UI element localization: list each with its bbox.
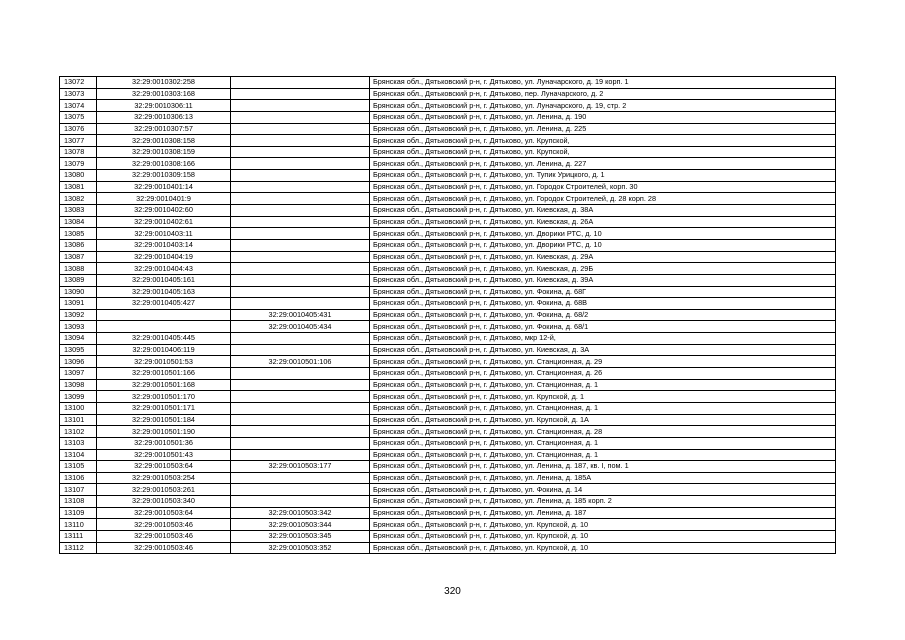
table-row <box>60 158 836 170</box>
building-cadastral-number-cell <box>231 239 370 251</box>
building-cadastral-number-cell <box>231 135 370 147</box>
row-number-cell: 13086 <box>60 239 97 251</box>
building-cadastral-number-cell <box>231 344 370 356</box>
building-cadastral-number-cell <box>231 100 370 112</box>
land-cadastral-number-cell <box>97 321 231 333</box>
address-cell: Брянская обл., Дятьковский р-н, г. Дятьково, ул. Ленина, д. 187 <box>370 507 836 519</box>
land-cadastral-number-cell: 32:29:0010404:43 <box>97 263 231 275</box>
row-number-cell: 13106 <box>60 472 97 484</box>
table-row <box>60 391 836 403</box>
land-cadastral-number-cell: 32:29:0010503:46 <box>97 519 231 531</box>
table-row <box>60 309 836 321</box>
row-number-cell: 13083 <box>60 205 97 217</box>
building-cadastral-number-cell: 32:29:0010503:342 <box>231 507 370 519</box>
table-row <box>60 426 836 438</box>
address-cell: Брянская обл., Дятьковский р-н, г. Дятьково, ул. Ленина, д. 227 <box>370 158 836 170</box>
building-cadastral-number-cell: 32:29:0010503:177 <box>231 461 370 473</box>
row-number-cell: 13084 <box>60 216 97 228</box>
building-cadastral-number-cell: 32:29:0010405:431 <box>231 309 370 321</box>
land-cadastral-number-cell: 32:29:0010501:168 <box>97 379 231 391</box>
address-cell: Брянская обл., Дятьковский р-н, г. Дятьково, ул. Станционная, д. 28 <box>370 426 836 438</box>
row-number-cell: 13107 <box>60 484 97 496</box>
table-row <box>60 321 836 333</box>
table-row <box>60 205 836 217</box>
table-row <box>60 379 836 391</box>
row-number-cell: 13108 <box>60 496 97 508</box>
table-row <box>60 181 836 193</box>
land-cadastral-number-cell: 32:29:0010501:190 <box>97 426 231 438</box>
address-cell: Брянская обл., Дятьковский р-н, г. Дятьково, ул. Крупской, д. 1А <box>370 414 836 426</box>
building-cadastral-number-cell <box>231 274 370 286</box>
building-cadastral-number-cell <box>231 391 370 403</box>
address-cell: Брянская обл., Дятьковский р-н, г. Дятьково, ул. Фокина, д. 68В <box>370 298 836 310</box>
land-cadastral-number-cell: 32:29:0010503:64 <box>97 461 231 473</box>
table-row <box>60 344 836 356</box>
row-number-cell: 13073 <box>60 88 97 100</box>
land-cadastral-number-cell: 32:29:0010308:166 <box>97 158 231 170</box>
land-cadastral-number-cell: 32:29:0010503:340 <box>97 496 231 508</box>
row-number-cell: 13098 <box>60 379 97 391</box>
row-number-cell: 13089 <box>60 274 97 286</box>
land-cadastral-number-cell <box>97 309 231 321</box>
building-cadastral-number-cell <box>231 123 370 135</box>
building-cadastral-number-cell <box>231 426 370 438</box>
row-number-cell: 13085 <box>60 228 97 240</box>
address-cell: Брянская обл., Дятьковский р-н, г. Дятьково, ул. Киевская, д. 29А <box>370 251 836 263</box>
land-cadastral-number-cell: 32:29:0010501:166 <box>97 368 231 380</box>
address-cell: Брянская обл., Дятьковский р-н, г. Дятьково, ул. Фокина, д. 68/1 <box>370 321 836 333</box>
building-cadastral-number-cell <box>231 484 370 496</box>
address-cell: Брянская обл., Дятьковский р-н, г. Дятьково, ул. Ленина, д. 187, кв. I, пом. 1 <box>370 461 836 473</box>
row-number-cell: 13102 <box>60 426 97 438</box>
address-cell: Брянская обл., Дятьковский р-н, г. Дятьково, ул. Станционная, д. 29 <box>370 356 836 368</box>
address-cell: Брянская обл., Дятьковский р-н, г. Дятьково, ул. Дворики РТС, д. 10 <box>370 239 836 251</box>
land-cadastral-number-cell: 32:29:0010306:11 <box>97 100 231 112</box>
row-number-cell: 13104 <box>60 449 97 461</box>
building-cadastral-number-cell <box>231 111 370 123</box>
building-cadastral-number-cell: 32:29:0010405:434 <box>231 321 370 333</box>
row-number-cell: 13077 <box>60 135 97 147</box>
table-row <box>60 135 836 147</box>
row-number-cell: 13080 <box>60 170 97 182</box>
address-cell: Брянская обл., Дятьковский р-н, г. Дятьково, ул. Фокина, д. 14 <box>370 484 836 496</box>
building-cadastral-number-cell <box>231 414 370 426</box>
table-row <box>60 507 836 519</box>
building-cadastral-number-cell <box>231 193 370 205</box>
table-row <box>60 461 836 473</box>
row-number-cell: 13087 <box>60 251 97 263</box>
row-number-cell: 13112 <box>60 542 97 554</box>
address-cell: Брянская обл., Дятьковский р-н, г. Дятьково, ул. Фокина, д. 68/2 <box>370 309 836 321</box>
address-cell: Брянская обл., Дятьковский р-н, г. Дятьково, ул. Станционная, д. 1 <box>370 437 836 449</box>
address-cell: Брянская обл., Дятьковский р-н, г. Дятьково, ул. Киевская, д. 29Б <box>370 263 836 275</box>
table-row <box>60 530 836 542</box>
land-cadastral-number-cell: 32:29:0010503:64 <box>97 507 231 519</box>
page-number: 320 <box>444 586 461 597</box>
land-cadastral-number-cell: 32:29:0010402:61 <box>97 216 231 228</box>
address-cell: Брянская обл., Дятьковский р-н, г. Дятьково, ул. Ленина, д. 190 <box>370 111 836 123</box>
row-number-cell: 13091 <box>60 298 97 310</box>
table-row <box>60 146 836 158</box>
building-cadastral-number-cell <box>231 251 370 263</box>
land-cadastral-number-cell: 32:29:0010302:258 <box>97 77 231 89</box>
table-row <box>60 263 836 275</box>
address-cell: Брянская обл., Дятьковский р-н, г. Дятьково, ул. Станционная, д. 26 <box>370 368 836 380</box>
land-cadastral-number-cell: 32:29:0010405:161 <box>97 274 231 286</box>
address-cell: Брянская обл., Дятьковский р-н, г. Дятьково, ул. Ленина, д. 185 корп. 2 <box>370 496 836 508</box>
address-cell: Брянская обл., Дятьковский р-н, г. Дятьково, ул. Крупской, <box>370 135 836 147</box>
address-cell: Брянская обл., Дятьковский р-н, г. Дятьково, ул. Киевская, д. 38А <box>370 205 836 217</box>
table-row <box>60 368 836 380</box>
building-cadastral-number-cell: 32:29:0010503:344 <box>231 519 370 531</box>
building-cadastral-number-cell <box>231 158 370 170</box>
row-number-cell: 13110 <box>60 519 97 531</box>
table-row <box>60 298 836 310</box>
land-cadastral-number-cell: 32:29:0010309:158 <box>97 170 231 182</box>
table-row <box>60 437 836 449</box>
table-row <box>60 333 836 345</box>
land-cadastral-number-cell: 32:29:0010404:19 <box>97 251 231 263</box>
address-cell: Брянская обл., Дятьковский р-н, г. Дятьково, ул. Дворики РТС, д. 10 <box>370 228 836 240</box>
row-number-cell: 13111 <box>60 530 97 542</box>
address-cell: Брянская обл., Дятьковский р-н, г. Дятьково, ул. Станционная, д. 1 <box>370 402 836 414</box>
table-row <box>60 496 836 508</box>
row-number-cell: 13094 <box>60 333 97 345</box>
building-cadastral-number-cell <box>231 437 370 449</box>
row-number-cell: 13081 <box>60 181 97 193</box>
address-cell: Брянская обл., Дятьковский р-н, г. Дятьково, ул. Крупской, д. 1 <box>370 391 836 403</box>
land-cadastral-number-cell: 32:29:0010501:53 <box>97 356 231 368</box>
land-cadastral-number-cell: 32:29:0010405:427 <box>97 298 231 310</box>
row-number-cell: 13105 <box>60 461 97 473</box>
table-row <box>60 111 836 123</box>
land-cadastral-number-cell: 32:29:0010303:168 <box>97 88 231 100</box>
table-row <box>60 88 836 100</box>
table-row <box>60 402 836 414</box>
table-row <box>60 216 836 228</box>
address-cell: Брянская обл., Дятьковский р-н, г. Дятьково, ул. Киевская, д. 26А <box>370 216 836 228</box>
land-cadastral-number-cell: 32:29:0010503:46 <box>97 530 231 542</box>
row-number-cell: 13090 <box>60 286 97 298</box>
building-cadastral-number-cell <box>231 77 370 89</box>
land-cadastral-number-cell: 32:29:0010403:11 <box>97 228 231 240</box>
cadastral-table-body <box>60 77 836 554</box>
land-cadastral-number-cell: 32:29:0010406:119 <box>97 344 231 356</box>
building-cadastral-number-cell <box>231 333 370 345</box>
table-row <box>60 484 836 496</box>
row-number-cell: 13097 <box>60 368 97 380</box>
building-cadastral-number-cell <box>231 402 370 414</box>
table-row <box>60 449 836 461</box>
row-number-cell: 13093 <box>60 321 97 333</box>
address-cell: Брянская обл., Дятьковский р-н, г. Дятьково, ул. Станционная, д. 1 <box>370 379 836 391</box>
table-row <box>60 286 836 298</box>
land-cadastral-number-cell: 32:29:0010503:254 <box>97 472 231 484</box>
land-cadastral-number-cell: 32:29:0010405:163 <box>97 286 231 298</box>
table-row <box>60 414 836 426</box>
building-cadastral-number-cell <box>231 228 370 240</box>
row-number-cell: 13074 <box>60 100 97 112</box>
address-cell: Брянская обл., Дятьковский р-н, г. Дятьково, ул. Фокина, д. 68Г <box>370 286 836 298</box>
building-cadastral-number-cell <box>231 286 370 298</box>
land-cadastral-number-cell: 32:29:0010308:159 <box>97 146 231 158</box>
table-row <box>60 542 836 554</box>
address-cell: Брянская обл., Дятьковский р-н, г. Дятьково, ул. Луначарского, д. 19 корп. 1 <box>370 77 836 89</box>
table-row <box>60 170 836 182</box>
land-cadastral-number-cell: 32:29:0010501:36 <box>97 437 231 449</box>
address-cell: Брянская обл., Дятьковский р-н, г. Дятьково, ул. Городок Строителей, д. 28 корп. 28 <box>370 193 836 205</box>
address-cell: Брянская обл., Дятьковский р-н, г. Дятьково, ул. Станционная, д. 1 <box>370 449 836 461</box>
table-row <box>60 356 836 368</box>
row-number-cell: 13082 <box>60 193 97 205</box>
building-cadastral-number-cell <box>231 496 370 508</box>
address-cell: Брянская обл., Дятьковский р-н, г. Дятьково, пер. Луначарского, д. 2 <box>370 88 836 100</box>
address-cell: Брянская обл., Дятьковский р-н, г. Дятьково, ул. Городок Строителей, корп. 30 <box>370 181 836 193</box>
row-number-cell: 13095 <box>60 344 97 356</box>
building-cadastral-number-cell <box>231 449 370 461</box>
address-cell: Брянская обл., Дятьковский р-н, г. Дятьково, ул. Крупской, д. 10 <box>370 519 836 531</box>
address-cell: Брянская обл., Дятьковский р-н, г. Дятьково, ул. Тупик Урицкого, д. 1 <box>370 170 836 182</box>
land-cadastral-number-cell: 32:29:0010405:445 <box>97 333 231 345</box>
row-number-cell: 13078 <box>60 146 97 158</box>
address-cell: Брянская обл., Дятьковский р-н, г. Дятьково, ул. Киевская, д. 39А <box>370 274 836 286</box>
row-number-cell: 13103 <box>60 437 97 449</box>
building-cadastral-number-cell <box>231 181 370 193</box>
address-cell: Брянская обл., Дятьковский р-н, г. Дятьково, ул. Крупской, <box>370 146 836 158</box>
table-row <box>60 77 836 89</box>
building-cadastral-number-cell <box>231 472 370 484</box>
table-row <box>60 519 836 531</box>
land-cadastral-number-cell: 32:29:0010501:184 <box>97 414 231 426</box>
row-number-cell: 13109 <box>60 507 97 519</box>
address-cell: Брянская обл., Дятьковский р-н, г. Дятьково, ул. Крупской, д. 10 <box>370 530 836 542</box>
row-number-cell: 13075 <box>60 111 97 123</box>
address-cell: Брянская обл., Дятьковский р-н, г. Дятьково, ул. Ленина, д. 225 <box>370 123 836 135</box>
row-number-cell: 13101 <box>60 414 97 426</box>
row-number-cell: 13076 <box>60 123 97 135</box>
address-cell: Брянская обл., Дятьковский р-н, г. Дятьково, мкр 12-й, <box>370 333 836 345</box>
land-cadastral-number-cell: 32:29:0010403:14 <box>97 239 231 251</box>
land-cadastral-number-cell: 32:29:0010401:9 <box>97 193 231 205</box>
land-cadastral-number-cell: 32:29:0010402:60 <box>97 205 231 217</box>
building-cadastral-number-cell <box>231 146 370 158</box>
land-cadastral-number-cell: 32:29:0010503:46 <box>97 542 231 554</box>
table-row <box>60 193 836 205</box>
row-number-cell: 13100 <box>60 402 97 414</box>
land-cadastral-number-cell: 32:29:0010307:57 <box>97 123 231 135</box>
row-number-cell: 13072 <box>60 77 97 89</box>
address-cell: Брянская обл., Дятьковский р-н, г. Дятьково, ул. Крупской, д. 10 <box>370 542 836 554</box>
building-cadastral-number-cell: 32:29:0010501:106 <box>231 356 370 368</box>
building-cadastral-number-cell <box>231 379 370 391</box>
land-cadastral-number-cell: 32:29:0010401:14 <box>97 181 231 193</box>
land-cadastral-number-cell: 32:29:0010501:43 <box>97 449 231 461</box>
land-cadastral-number-cell: 32:29:0010503:261 <box>97 484 231 496</box>
building-cadastral-number-cell: 32:29:0010503:352 <box>231 542 370 554</box>
row-number-cell: 13092 <box>60 309 97 321</box>
building-cadastral-number-cell <box>231 205 370 217</box>
table-row <box>60 239 836 251</box>
land-cadastral-number-cell: 32:29:0010306:13 <box>97 111 231 123</box>
address-cell: Брянская обл., Дятьковский р-н, г. Дятьково, ул. Луначарского, д. 19, стр. 2 <box>370 100 836 112</box>
row-number-cell: 13099 <box>60 391 97 403</box>
table-row <box>60 123 836 135</box>
table-row <box>60 274 836 286</box>
table-row <box>60 472 836 484</box>
table-row <box>60 228 836 240</box>
building-cadastral-number-cell <box>231 263 370 275</box>
table-row <box>60 100 836 112</box>
building-cadastral-number-cell <box>231 368 370 380</box>
land-cadastral-number-cell: 32:29:0010501:171 <box>97 402 231 414</box>
building-cadastral-number-cell <box>231 170 370 182</box>
address-cell: Брянская обл., Дятьковский р-н, г. Дятьково, ул. Киевская, д. 3А <box>370 344 836 356</box>
row-number-cell: 13079 <box>60 158 97 170</box>
table-row <box>60 251 836 263</box>
building-cadastral-number-cell <box>231 88 370 100</box>
row-number-cell: 13088 <box>60 263 97 275</box>
cadastral-table <box>59 76 836 554</box>
row-number-cell: 13096 <box>60 356 97 368</box>
land-cadastral-number-cell: 32:29:0010501:170 <box>97 391 231 403</box>
address-cell: Брянская обл., Дятьковский р-н, г. Дятьково, ул. Ленина, д. 185А <box>370 472 836 484</box>
land-cadastral-number-cell: 32:29:0010308:158 <box>97 135 231 147</box>
building-cadastral-number-cell: 32:29:0010503:345 <box>231 530 370 542</box>
building-cadastral-number-cell <box>231 298 370 310</box>
building-cadastral-number-cell <box>231 216 370 228</box>
